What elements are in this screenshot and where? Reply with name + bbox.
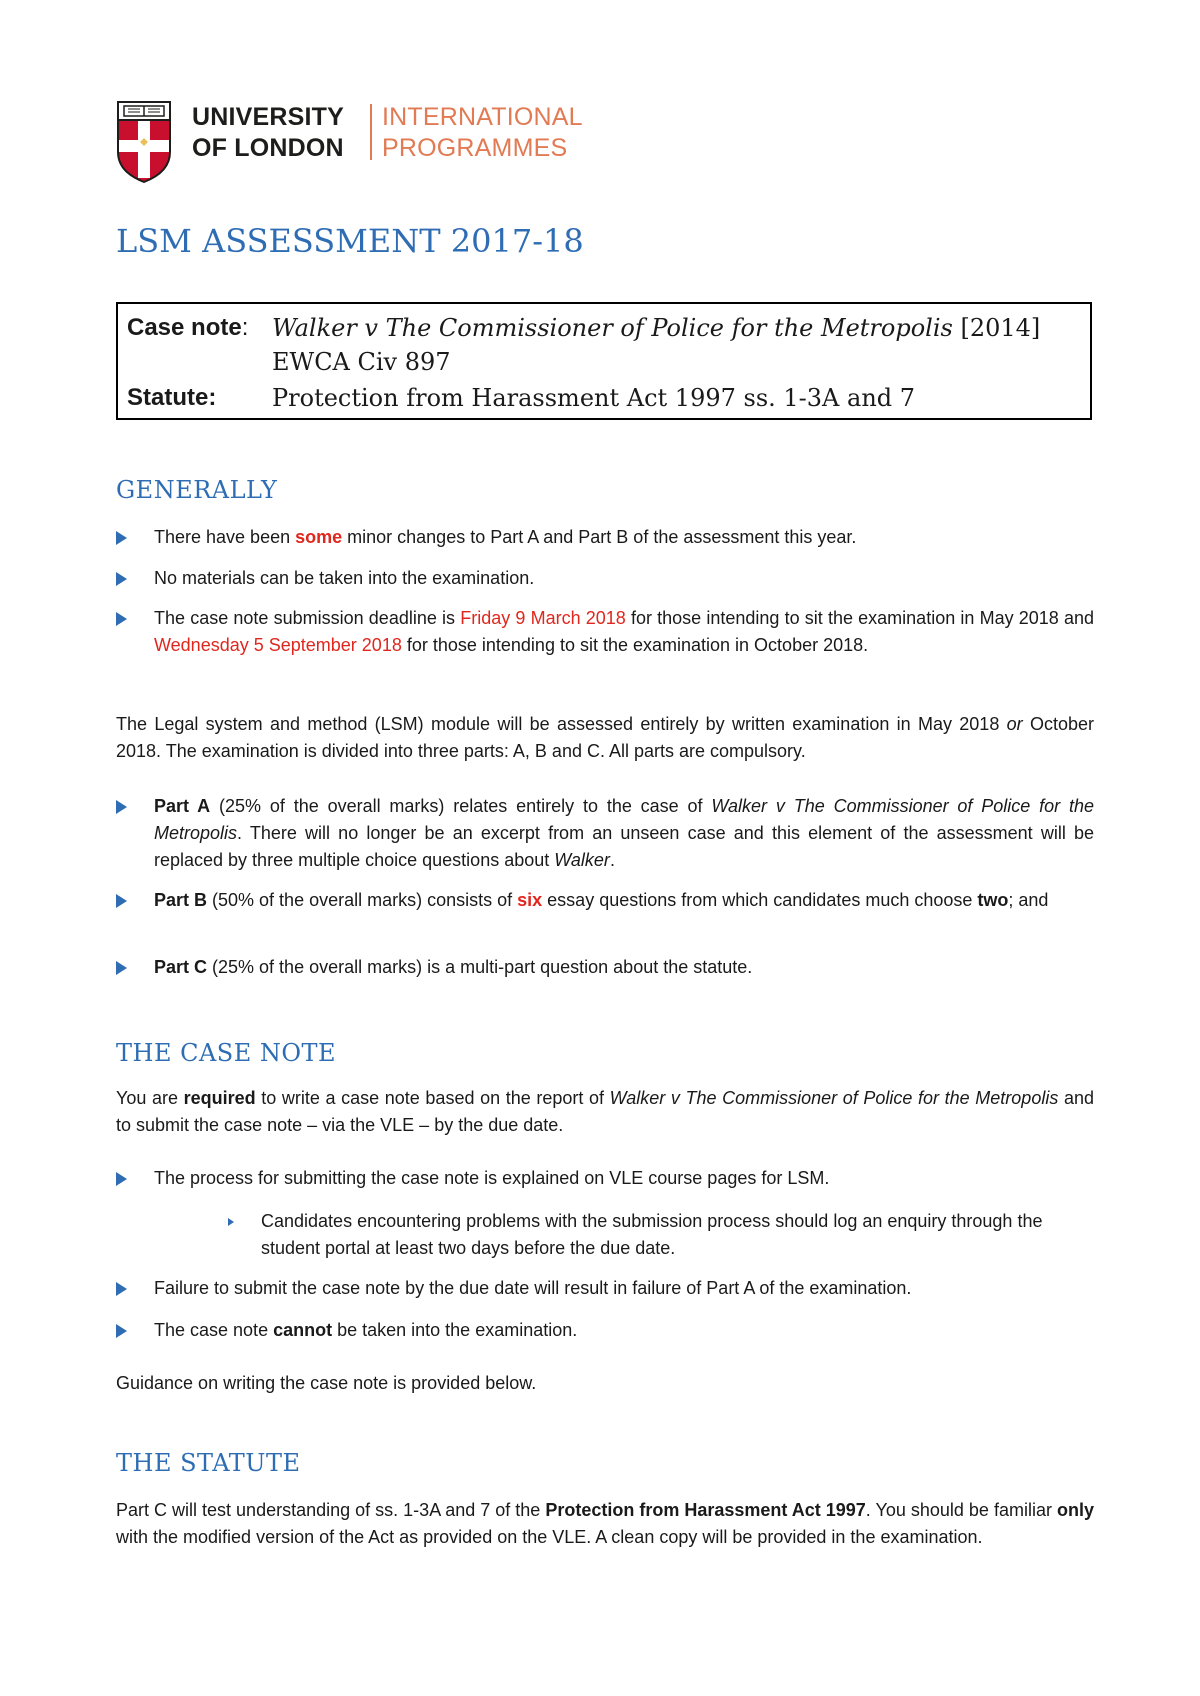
case-note-label: Case note:	[127, 314, 249, 341]
logo-university-text: UNIVERSITY OF LONDON	[192, 103, 345, 162]
case-note-name: Walker v The Commissioner of Police for the Metropolis [2014]	[272, 314, 1041, 342]
bullet-arrow-icon	[116, 572, 127, 586]
case-note-box	[116, 302, 1092, 420]
bullet-arrow-icon	[116, 800, 127, 814]
bullet-arrow-icon	[116, 612, 127, 626]
guidance-paragraph: Guidance on writing the case note is provided below.	[116, 1373, 537, 1393]
university-logo	[116, 100, 676, 184]
heading-case-note: THE CASE NOTE	[116, 1039, 337, 1067]
statute-value: Protection from Harassment Act 1997 ss. 1-3A and 7	[272, 384, 916, 412]
heading-statute: THE STATUTE	[116, 1449, 301, 1477]
bullet-arrow-icon	[116, 1282, 127, 1296]
list-item: The case note cannot be taken into the examination.	[154, 1317, 1094, 1344]
list-item: The case note submission deadline is Friday 9 March 2018 for those intending to sit the examination in May 2018 and Wednesday 5 September 2018 for those intending to sit the examination in October 2018.	[154, 605, 1094, 659]
logo-divider	[370, 104, 372, 160]
sub-list-item: Candidates encountering problems with the submission process should log an enquiry through the student portal at least two days before the due date.	[261, 1208, 1081, 1262]
bullet-arrow-icon	[116, 961, 127, 975]
bullet-arrow-icon	[116, 1324, 127, 1338]
heading-generally: GENERALLY	[116, 476, 278, 504]
list-item-part-b: Part B (50% of the overall marks) consists of six essay questions from which candidates much choose two; and	[154, 887, 1094, 914]
page-title: LSM ASSESSMENT 2017-18	[116, 222, 584, 260]
statute-label: Statute:	[127, 384, 217, 411]
sub-bullet-arrow-icon	[228, 1218, 234, 1226]
bullet-arrow-icon	[116, 894, 127, 908]
list-item: Failure to submit the case note by the due date will result in failure of Part A of the examination.	[154, 1275, 1094, 1302]
statute-paragraph: Part C will test understanding of ss. 1-3A and 7 of the Protection from Harassment Act 1997. You should be familiar only with the modified version of the Act as provided on the VLE. A clean copy will be provided in the examination.	[116, 1500, 1094, 1547]
bullet-arrow-icon	[116, 1172, 127, 1186]
list-item-part-c: Part C (25% of the overall marks) is a multi-part question about the statute.	[154, 954, 1094, 981]
logo-programme-text: INTERNATIONAL PROGRAMMES	[382, 103, 583, 162]
list-item-part-a: Part A (25% of the overall marks) relates entirely to the case of Walker v The Commissioner of Police for the Metropolis. There will no longer be an excerpt from an unseen case and this element of the assessment will be replaced by three multiple choice questions about Walker.	[154, 793, 1094, 874]
university-shield-icon	[116, 100, 172, 184]
list-item: The process for submitting the case note is explained on VLE course pages for LSM.	[154, 1165, 1094, 1192]
bullet-arrow-icon	[116, 531, 127, 545]
case-note-citation: EWCA Civ 897	[272, 348, 451, 376]
case-note-paragraph: You are required to write a case note based on the report of Walker v The Commissioner of Police for the Metropolis and to submit the case note – via the VLE – by the due date.	[116, 1088, 1094, 1135]
list-item: There have been some minor changes to Part A and Part B of the assessment this year.	[154, 524, 1094, 551]
assessment-overview-paragraph: The Legal system and method (LSM) module will be assessed entirely by written examination in May 2018 or October 2018. The examination is divided into three parts: A, B and C. All parts are compulsory.	[116, 714, 1094, 761]
list-item: No materials can be taken into the examination.	[154, 568, 535, 588]
